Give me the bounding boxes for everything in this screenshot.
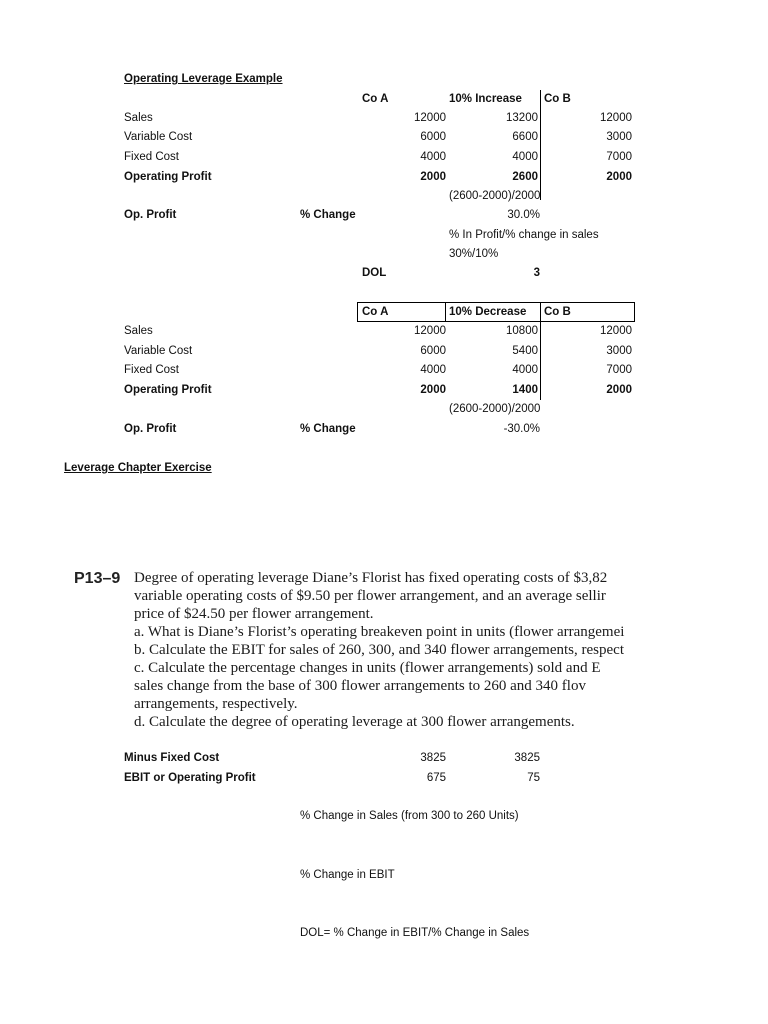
column-divider: [540, 90, 541, 200]
row-label: Operating Profit: [124, 384, 212, 396]
header-divider: [445, 302, 446, 322]
cell-co-a: 12000: [414, 325, 446, 337]
pct-change-label: % Change: [300, 423, 356, 435]
problem-line: a. What is Diane’s Florist’s operating breakeven point in units (flower arrangemei: [134, 624, 625, 640]
header-change: 10% Decrease: [449, 306, 527, 318]
pct-change-label: % Change: [300, 209, 356, 221]
cell-co-b: 12000: [600, 325, 632, 337]
problem-line: sales change from the base of 300 flower arrangements to 260 and 340 flov: [134, 678, 586, 694]
problem-line: variable operating costs of $9.50 per flower arrangement, and an average sellir: [134, 588, 606, 604]
header-co-a: Co A: [362, 306, 389, 318]
problem-line: Degree of operating leverage Diane’s Florist has fixed operating costs of $3,82: [134, 570, 608, 586]
calc-value-2: 75: [527, 772, 540, 784]
dol-value: 3: [533, 267, 540, 279]
op-profit-label: Op. Profit: [124, 209, 177, 221]
pct-change-value: 30.0%: [507, 209, 540, 221]
cell-co-b: 3000: [606, 131, 632, 143]
formula-text: (2600-2000)/2000: [449, 190, 541, 202]
row-label: Fixed Cost: [124, 151, 179, 163]
dol-formula: DOL= % Change in EBIT/% Change in Sales: [300, 927, 530, 939]
cell-co-b: 7000: [606, 364, 632, 376]
cell-changed: 10800: [506, 325, 538, 337]
calc-row-label: EBIT or Operating Profit: [124, 772, 256, 784]
exercise-title: Leverage Chapter Exercise: [64, 462, 212, 474]
header-co-b: Co B: [544, 306, 571, 318]
cell-changed: 5400: [512, 345, 538, 357]
problem-line: arrangements, respectively.: [134, 696, 298, 712]
calc-value-2: 3825: [514, 752, 540, 764]
row-label: Variable Cost: [124, 131, 193, 143]
problem-block: [0, 560, 768, 740]
row-label: Sales: [124, 112, 153, 124]
problem-line: price of $24.50 per flower arrangement.: [134, 606, 374, 622]
problem-line: c. Calculate the percentage changes in units (flower arrangements) sold and E: [134, 660, 601, 676]
dol-ratio: 30%/10%: [449, 248, 499, 260]
cell-changed: 13200: [506, 112, 538, 124]
cell-co-a: 6000: [420, 131, 446, 143]
problem-line: b. Calculate the EBIT for sales of 260, 300, and 340 flower arrangements, respect: [134, 642, 624, 658]
row-label: Operating Profit: [124, 171, 212, 183]
cell-co-b: 2000: [606, 384, 632, 396]
cell-co-a: 4000: [420, 151, 446, 163]
column-divider: [540, 302, 541, 400]
cell-changed: 1400: [512, 384, 538, 396]
pct-change-value: -30.0%: [503, 423, 540, 435]
cell-changed: 4000: [512, 151, 538, 163]
dol-label: DOL: [362, 267, 387, 279]
cell-co-a: 2000: [420, 384, 446, 396]
cell-co-b: 3000: [606, 345, 632, 357]
header-change: 10% Increase: [449, 93, 522, 105]
cell-co-b: 2000: [606, 171, 632, 183]
cell-co-b: 7000: [606, 151, 632, 163]
op-profit-label: Op. Profit: [124, 423, 177, 435]
cell-co-a: 2000: [420, 171, 446, 183]
row-label: Variable Cost: [124, 345, 193, 357]
calc-value-1: 675: [426, 772, 446, 784]
pct-change-ebit: % Change in EBIT: [300, 869, 395, 881]
cell-co-a: 4000: [420, 364, 446, 376]
problem-line: d. Calculate the degree of operating leverage at 300 flower arrangements.: [134, 714, 575, 730]
calc-value-1: 3825: [420, 752, 446, 764]
row-label: Fixed Cost: [124, 364, 179, 376]
cell-changed: 4000: [512, 364, 538, 376]
row-label: Sales: [124, 325, 153, 337]
header-co-a: Co A: [362, 93, 389, 105]
section-title: Operating Leverage Example: [124, 73, 283, 85]
cell-changed: 2600: [512, 171, 538, 183]
cell-co-a: 6000: [420, 345, 446, 357]
dol-note: % In Profit/% change in sales: [449, 229, 599, 241]
header-co-b: Co B: [544, 93, 571, 105]
cell-co-a: 12000: [414, 112, 446, 124]
cell-co-b: 12000: [600, 112, 632, 124]
calc-row-label: Minus Fixed Cost: [124, 752, 220, 764]
formula-text: (2600-2000)/2000: [449, 403, 541, 415]
cell-changed: 6600: [512, 131, 538, 143]
pct-change-sales: % Change in Sales (from 300 to 260 Units): [300, 810, 519, 822]
problem-number: P13–9: [74, 570, 121, 587]
